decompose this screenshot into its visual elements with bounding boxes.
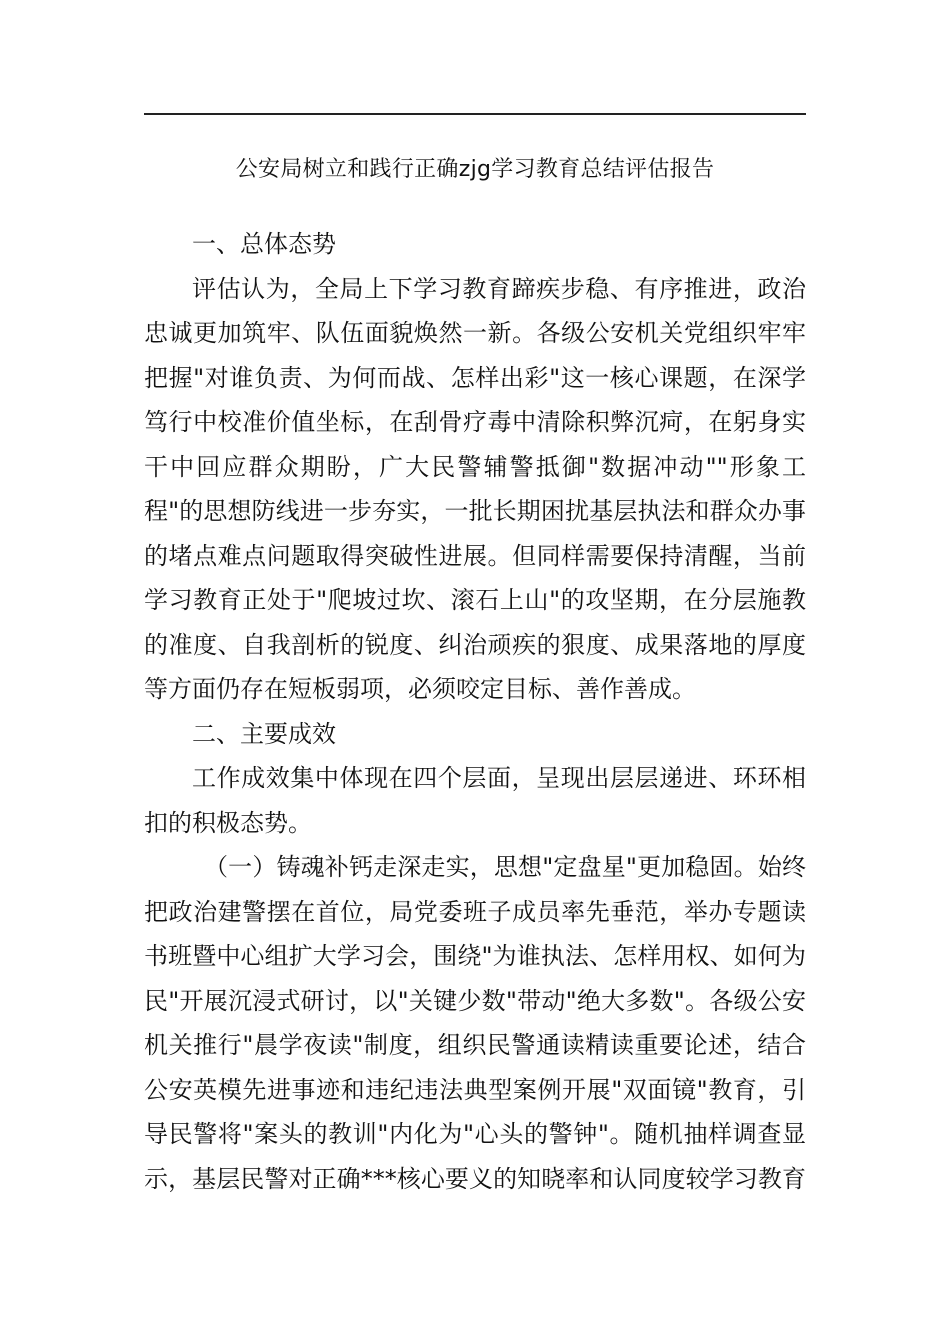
section-heading-1: 一、总体态势 [192,230,336,258]
paragraph-line: 学习教育正处于"爬坡过坎、滚石上山"的攻坚期，在分层施教 [144,586,806,614]
paragraph-line: 的准度、自我剖析的锐度、纠治顽疾的狠度、成果落地的厚度 [144,630,806,659]
paragraph-line: 机关推行"晨学夜读"制度，组织民警通读精读重要论述，结合 [144,1031,806,1059]
paragraph-line: 书班暨中心组扩大学习会，围绕"为谁执法、怎样用权、如何为 [144,942,806,970]
header-rule [144,113,806,115]
paragraph-line: 扣的积极态势。 [144,808,312,837]
paragraph-line: 导民警将"案头的教训"内化为"心头的警钟"。随机抽样调查显 [144,1120,806,1148]
document-title: 公安局树立和践行正确zjg学习教育总结评估报告 [235,157,715,182]
section-heading-2: 二、主要成效 [192,719,336,748]
document-body [144,222,806,1201]
subsection-heading-line: （一）铸魂补钙走深走实，思想"定盘星"更加稳固。始终 [204,853,806,881]
paragraph-line: 评估认为，全局上下学习教育蹄疾步稳、有序推进，政治 [192,274,806,303]
paragraph-line: 忠诚更加筑牢、队伍面貌焕然一新。各级公安机关党组织牢牢 [144,319,806,347]
paragraph-line: 把握"对谁负责、为何而战、怎样出彩"这一核心课题，在深学 [144,363,806,392]
paragraph-line: 干中回应群众期盼，广大民警辅警抵御"数据冲动""形象工 [144,452,806,481]
paragraph-line: 的堵点难点问题取得突破性进展。但同样需要保持清醒，当前 [144,541,806,570]
paragraph-line: 民"开展沉浸式研讨，以"关键少数"带动"绝大多数"。各级公安 [144,986,806,1015]
paragraph-line: 把政治建警摆在首位，局党委班子成员率先垂范，举办专题读 [144,897,806,926]
paragraph-line: 公安英模先进事迹和违纪违法典型案例开展"双面镜"教育，引 [144,1075,806,1104]
paragraph-line: 工作成效集中体现在四个层面，呈现出层层递进、环环相 [192,764,806,792]
paragraph-line: 示，基层民警对正确***核心要义的知晓率和认同度较学习教育 [144,1164,806,1193]
paragraph-line: 等方面仍存在短板弱项，必须咬定目标、善作善成。 [144,675,696,703]
paragraph-line: 程"的思想防线进一步夯实，一批长期困扰基层执法和群众办事 [144,497,806,525]
paragraph-line: 笃行中校准价值坐标，在刮骨疗毒中清除积弊沉疴，在躬身实 [144,408,806,436]
